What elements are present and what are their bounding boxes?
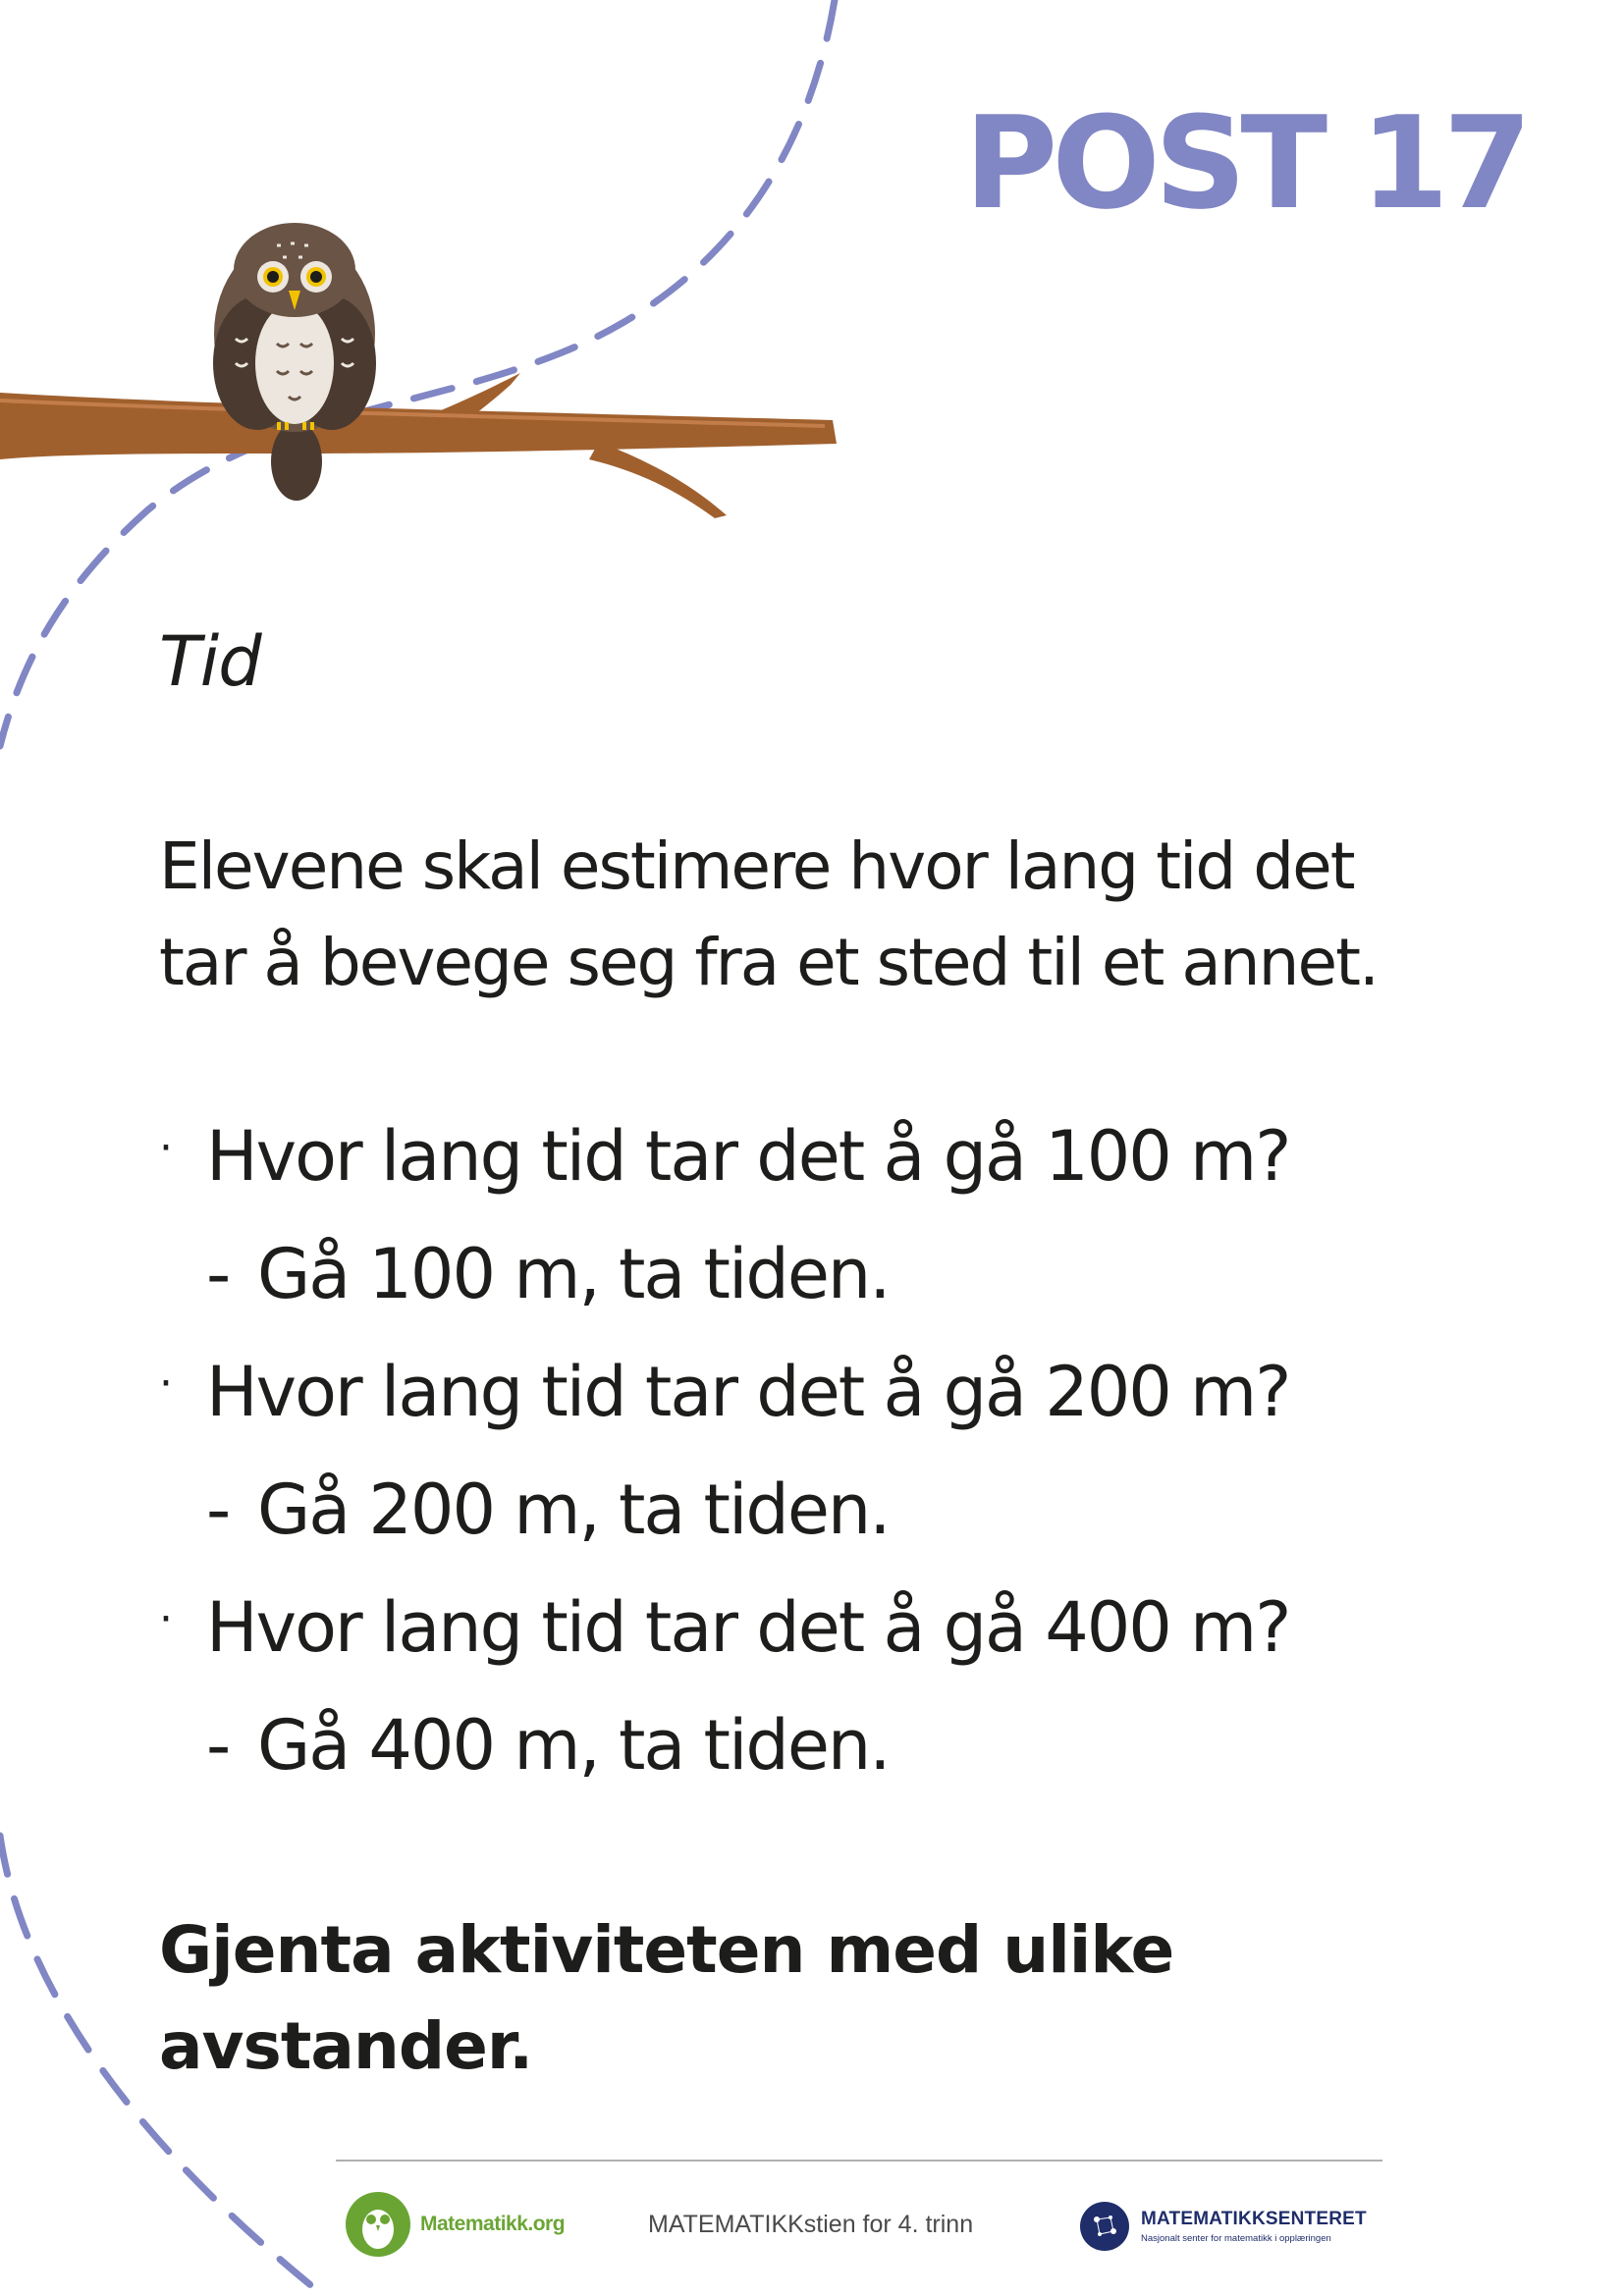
instruction-text: Gå 100 m, ta tiden. <box>257 1234 890 1314</box>
matematikksenteret-title: MATEMATIKKSENTERET <box>1141 2209 1367 2229</box>
question-text: Hvor lang tid tar det å gå 100 m? <box>206 1116 1290 1197</box>
intro-paragraph <box>159 819 1435 1011</box>
post-title: POST 17 <box>964 88 1527 238</box>
footer-center-text: MATEMATIKKstien for 4. trinn <box>648 2211 974 2238</box>
matematikksenteret-text <box>1141 2209 1367 2244</box>
question-item <box>159 1333 1435 1569</box>
question-text: Hvor lang tid tar det å gå 200 m? <box>206 1352 1290 1432</box>
matematikksenteret-logo-icon <box>1078 2200 1131 2253</box>
question-row <box>159 1333 1435 1451</box>
dash-marker: - <box>206 1234 230 1314</box>
matematikksenteret-logo <box>1078 2199 1367 2254</box>
intro-line-2: tar å bevege seg fra et sted til et annet. <box>159 925 1378 1000</box>
footer <box>0 2189 1624 2268</box>
instruction-text: Gå 200 m, ta tiden. <box>257 1469 890 1550</box>
dash-marker: - <box>206 1469 230 1550</box>
dash-marker: - <box>206 1705 230 1786</box>
instruction-row <box>159 1451 1435 1569</box>
owl-logo-icon <box>344 2190 412 2259</box>
question-item <box>159 1097 1435 1333</box>
question-row <box>159 1569 1435 1686</box>
question-list <box>159 1097 1435 1804</box>
topic-heading: Tid <box>159 621 261 702</box>
instruction-row <box>159 1215 1435 1333</box>
matematikksenteret-subtitle: Nasjonalt senter for matematikk i opplæringen <box>1141 2233 1331 2244</box>
instruction-row <box>159 1686 1435 1804</box>
question-item <box>159 1569 1435 1804</box>
matematikk-org-label: Matematikk.org <box>420 2213 566 2235</box>
bullet-icon: · <box>159 1594 171 1644</box>
intro-line-1: Elevene skal estimere hvor lang tid det <box>159 828 1354 904</box>
dashed-trail-top <box>0 0 835 746</box>
conclusion-line-1: Gjenta aktiviteten med ulike <box>159 1912 1174 1988</box>
conclusion-line-2: avstander. <box>159 2008 533 2084</box>
footer-divider <box>336 2160 1382 2162</box>
question-text: Hvor lang tid tar det å gå 400 m? <box>206 1587 1290 1668</box>
matematikk-org-logo <box>344 2189 565 2260</box>
bullet-icon: · <box>159 1359 171 1409</box>
conclusion-text <box>159 1902 1435 2095</box>
owl-illustration <box>213 223 376 501</box>
instruction-text: Gå 400 m, ta tiden. <box>257 1705 890 1786</box>
question-row <box>159 1097 1435 1215</box>
bullet-icon: · <box>159 1123 171 1173</box>
